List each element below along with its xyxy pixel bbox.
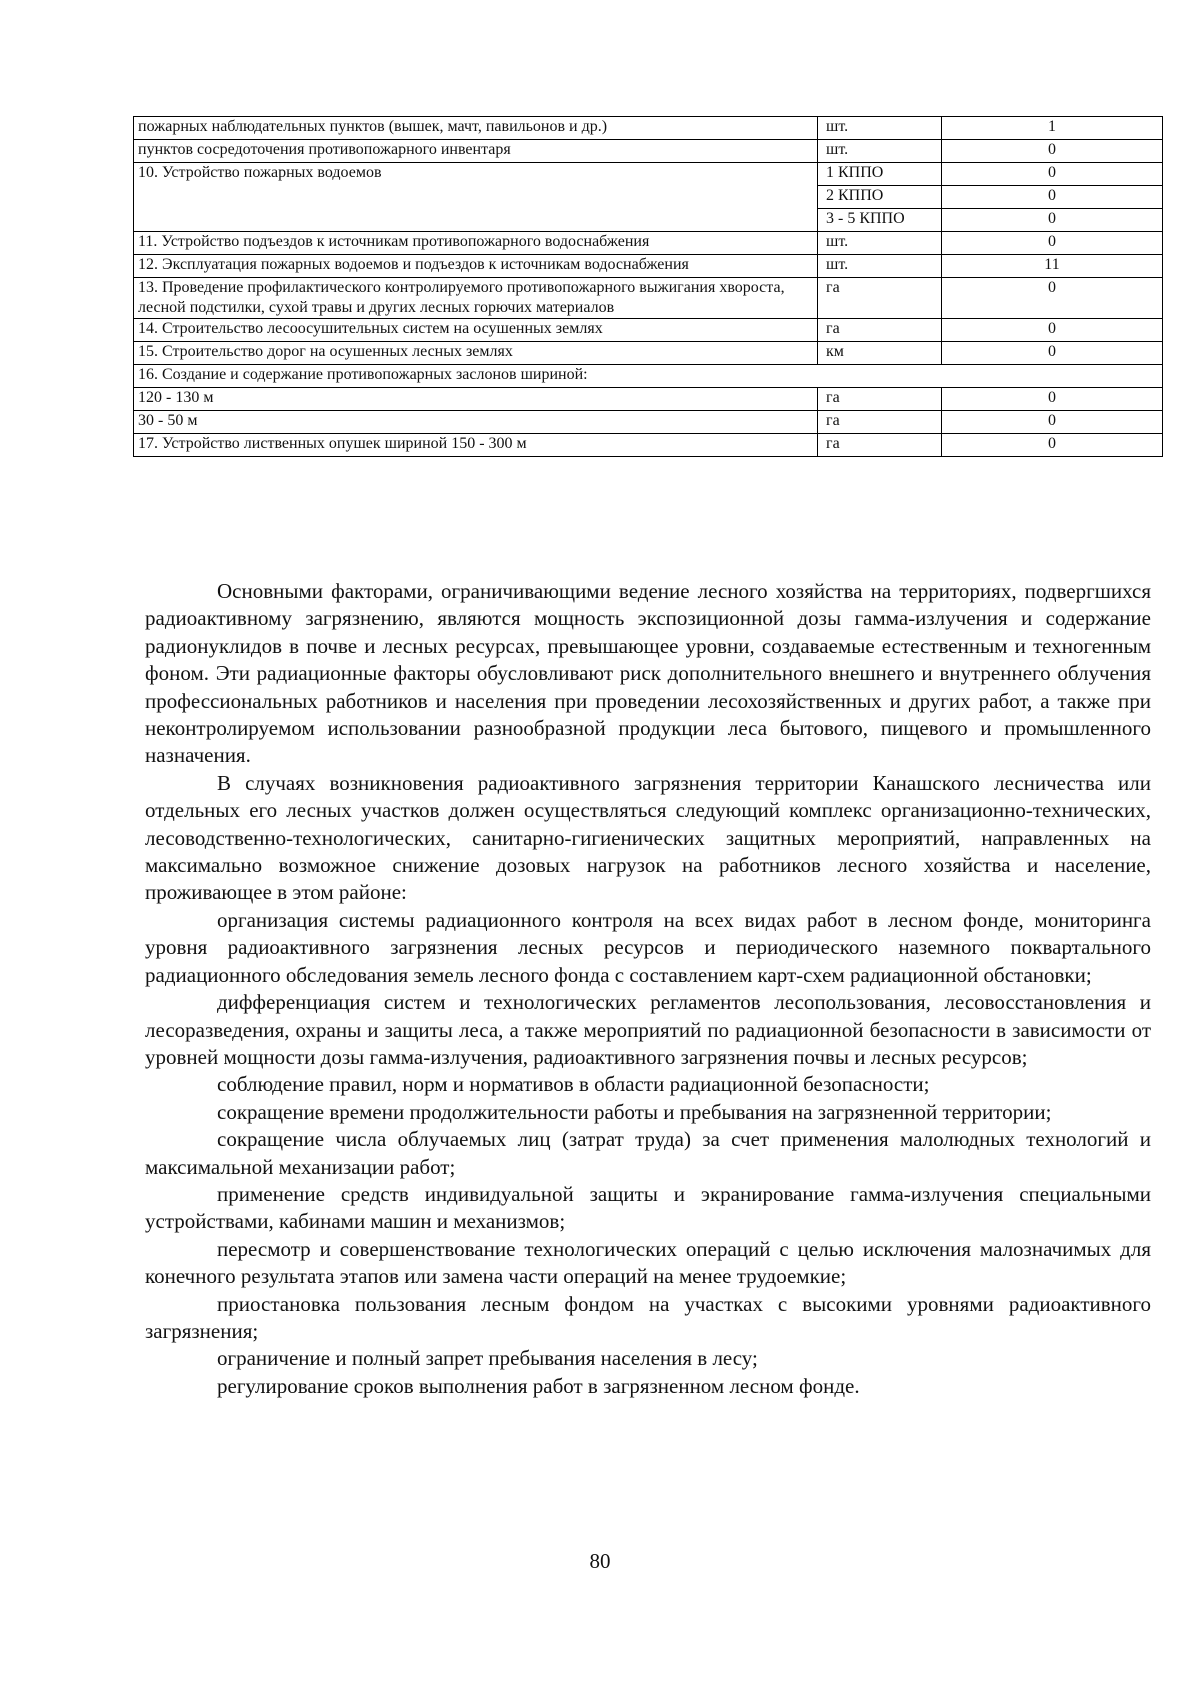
table-cell-value: 0 xyxy=(942,411,1163,434)
table-row xyxy=(134,319,1163,342)
list-item: пересмотр и совершенствование технологических операций с целью исключения малозначимых для конечного результата этапов или замена части операций на менее трудоемкие; xyxy=(145,1236,1151,1289)
table-cell-value: 0 xyxy=(942,186,1163,209)
table-row xyxy=(134,163,1163,186)
list-item: применение средств индивидуальной защиты и экранирование гамма-излучения специальными устройствами, кабинами машин и механизмов; xyxy=(145,1181,1151,1234)
table-cell-name: 30 - 50 м xyxy=(134,411,818,434)
list-item: дифференциация систем и технологических регламентов лесопользования, лесовосстановления и лесоразведения, охраны и защиты леса, а также мероприятий по радиационной безопасности в зависимости от уровней мощности дозы гамма-излучения, радиоактивного загрязнения почвы и лесных ресурсов; xyxy=(145,990,1151,1069)
table-cell-value: 0 xyxy=(942,388,1163,411)
table-cell-unit: га xyxy=(818,319,942,342)
table-cell-unit: шт. xyxy=(818,255,942,278)
table-cell-value: 0 xyxy=(942,342,1163,365)
table-cell-value: 0 xyxy=(942,319,1163,342)
table-row xyxy=(134,411,1163,434)
list-item: сокращение числа облучаемых лиц (затрат труда) за счет применения малолюдных технологий и максимальной механизации работ; xyxy=(145,1127,1151,1179)
table-cell-value: 0 xyxy=(942,163,1163,186)
table-cell-name: пожарных наблюдательных пунктов (вышек, мачт, павильонов и др.) xyxy=(134,117,818,140)
fire-measures-table xyxy=(133,116,1163,457)
table-cell-value: 0 xyxy=(942,434,1163,457)
table-cell-section-heading: 16. Создание и содержание противопожарных заслонов шириной: xyxy=(134,365,1163,388)
table-cell-value: 0 xyxy=(942,209,1163,232)
table-cell-unit: шт. xyxy=(818,140,942,163)
table-cell-unit: га xyxy=(818,411,942,434)
table-row xyxy=(134,434,1163,457)
table-row xyxy=(134,365,1163,388)
table-row xyxy=(134,342,1163,365)
table-cell-unit: км xyxy=(818,342,942,365)
table-cell-unit: 2 КППО xyxy=(818,186,942,209)
table-cell-value: 0 xyxy=(942,140,1163,163)
list-item: ограничение и полный запрет пребывания населения в лесу; xyxy=(217,1346,758,1371)
table-cell-value: 1 xyxy=(942,117,1163,140)
table-cell-value: 0 xyxy=(942,278,1163,319)
list-item: сокращение времени продолжительности работы и пребывания на загрязненной территории; xyxy=(217,1099,1052,1124)
table-cell-unit: 3 - 5 КППО xyxy=(818,209,942,232)
table-cell-unit: 1 КППО xyxy=(818,163,942,186)
table-cell-name: 17. Устройство лиственных опушек шириной 150 - 300 м xyxy=(134,434,818,457)
table-row xyxy=(134,117,1163,140)
table-cell-value: 0 xyxy=(942,232,1163,255)
list-item: соблюдение правил, норм и нормативов в области радиационной безопасности; xyxy=(217,1072,930,1097)
table-cell-name: 15. Строительство дорог на осушенных лесных землях xyxy=(134,342,818,365)
table-cell-unit: шт. xyxy=(818,117,942,140)
table-row xyxy=(134,232,1163,255)
list-item: приостановка пользования лесным фондом на участках с высокими уровнями радиоактивного загрязнения; xyxy=(145,1291,1151,1343)
table-cell-name: 10. Устройство пожарных водоемов xyxy=(134,163,818,232)
body-text xyxy=(145,578,1151,1400)
table-cell-unit: га xyxy=(818,388,942,411)
table-cell-unit: га xyxy=(818,278,942,319)
table-cell-name: 120 - 130 м xyxy=(134,388,818,411)
table-cell-unit: шт. xyxy=(818,232,942,255)
table-cell-name: пунктов сосредоточения противопожарного инвентаря xyxy=(134,140,818,163)
list-item: регулирование сроков выполнения работ в загрязненном лесном фонде. xyxy=(217,1373,860,1398)
table-row xyxy=(134,255,1163,278)
table-row xyxy=(134,278,1163,319)
table-cell-name: 11. Устройство подъездов к источникам противопожарного водоснабжения xyxy=(134,232,818,255)
page-number: 80 xyxy=(589,1549,611,1573)
paragraph: Основными факторами, ограничивающими ведение лесного хозяйства на территориях, подвергшихся радиоактивному загрязнению, являются мощность экспозиционной дозы гамма-излучения и содержание радионуклидов в почве и лесных ресурсах, превышающее уровни, создаваемые естественным и техногенным фоном. Эти радиационные факторы обусловливают риск дополнительного внешнего и внутреннего облучения профессиональных работников и населения при проведении лесохозяйственных и других работ, а также при неконтролируемом использовании разнообразной продукции леса бытового, пищевого и промышленного назначения. xyxy=(145,579,1151,768)
list-item: организация системы радиационного контроля на всех видах работ в лесном фонде, мониторинга уровня радиоактивного загрязнения лесных ресурсов и периодического наземного поквартального радиационного обследования земель лесного фонда с составлением карт-схем радиационной обстановки; xyxy=(145,907,1151,987)
table-cell-name: 14. Строительство лесоосушительных систем на осушенных землях xyxy=(134,319,818,342)
table-row xyxy=(134,388,1163,411)
table-row xyxy=(134,140,1163,163)
table-cell-name: 12. Эксплуатация пожарных водоемов и подъездов к источникам водоснабжения xyxy=(134,255,818,278)
table-cell-value: 11 xyxy=(942,255,1163,278)
paragraph: В случаях возникновения радиоактивного загрязнения территории Канашского лесничества или отдельных его лесных участков должен осуществляться следующий комплекс организационно-технических, лесоводственно-технологических, санитарно-гигиенических защитных мероприятий, направленных на максимально возможное снижение дозовых нагрузок на работников лесного хозяйства и население, проживающее в этом районе: xyxy=(145,770,1151,905)
table-cell-unit: га xyxy=(818,434,942,457)
table-cell-name: 13. Проведение профилактического контролируемого противопожарного выжигания хвороста, лесной подстилки, сухой травы и других лесных горючих материалов xyxy=(134,278,818,319)
